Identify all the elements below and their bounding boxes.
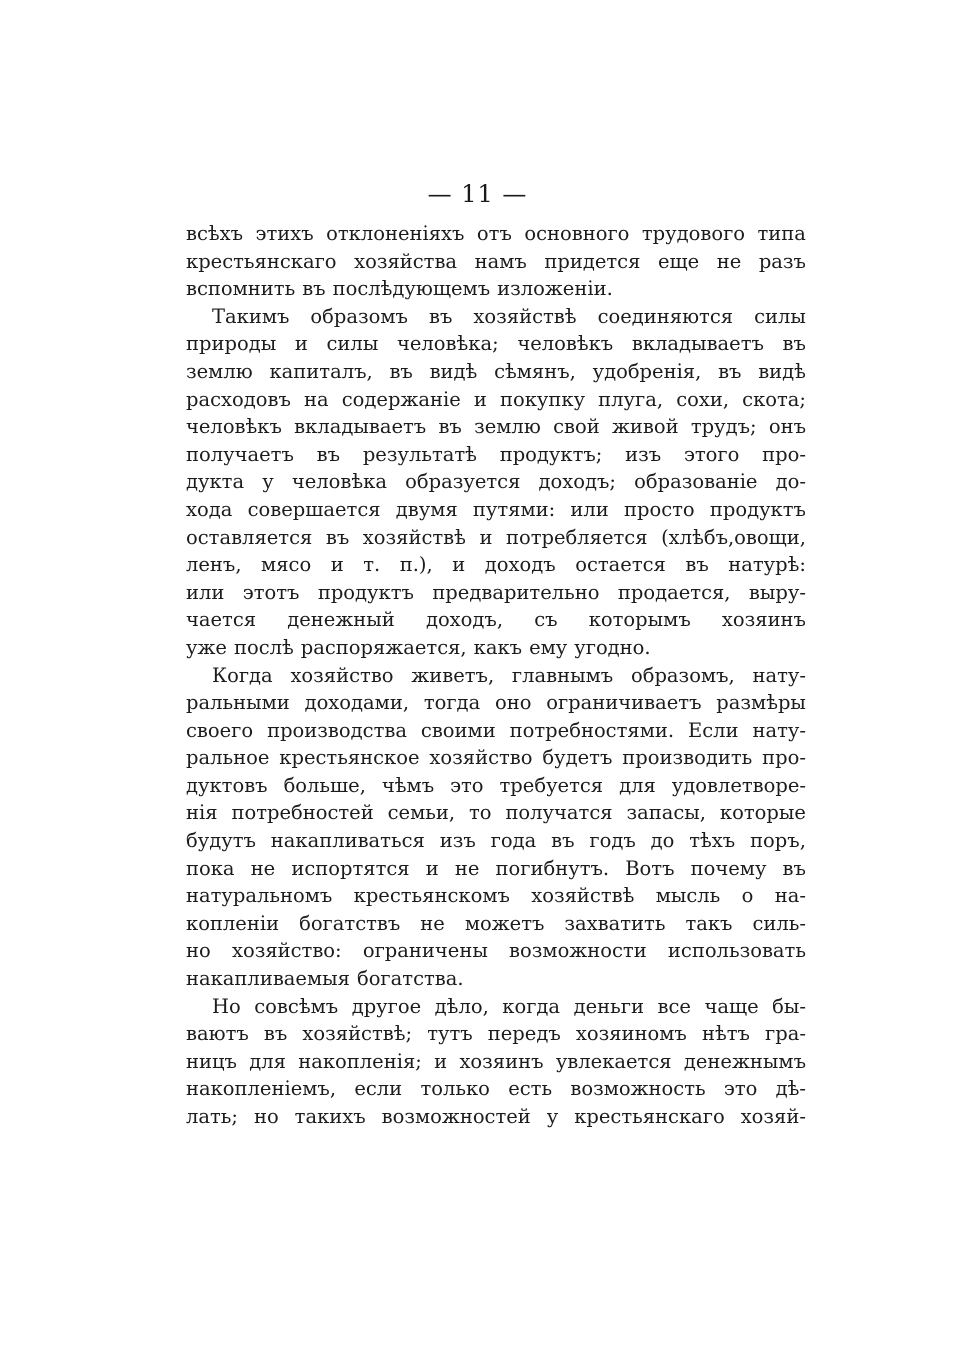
text-line: своего производства своими потребностями. Если нату- [186,718,806,742]
text-line: землю капиталъ, въ видѣ сѣмянъ, удобренія, въ видѣ [186,359,806,383]
text-line: дукта у человѣка образуется доходъ; образованіе до- [186,470,806,494]
text-line: но хозяйство: ограничены возможности использовать [186,939,806,963]
text-line: чается денежный доходъ, съ которымъ хозяинъ [186,608,806,632]
text-line: ваютъ въ хозяйствѣ; тутъ передъ хозяиномъ нѣтъ гра- [186,1022,806,1046]
text-line: ленъ, мясо и т. п.), и доходъ остается въ натурѣ: [186,553,806,577]
text-line: ральное крестьянское хозяйство будетъ производить про- [186,746,806,770]
paragraph-first-line: Но совсѣмъ другое дѣло, когда деньги все чаще бы- [212,994,806,1018]
text-line: человѣкъ вкладываетъ въ землю свой живой трудъ; онъ [186,415,806,439]
text-line: природы и силы человѣка; человѣкъ вкладываетъ въ [186,332,806,356]
text-line: лать; но такихъ возможностей у крестьянскаго хозяй- [186,1105,806,1128]
text-line: натуральномъ крестьянскомъ хозяйствѣ мысль о на- [186,884,806,908]
text-line: ницъ для накопленія; и хозяинъ увлекается денежнымъ [186,1049,806,1073]
text-line: будутъ накапливаться изъ года въ годъ до тѣхъ поръ, [186,829,806,853]
text-line: расходовъ на содержаніе и покупку плуга, сохи, скота; [186,387,806,411]
text-line: уже послѣ распоряжается, какъ ему угодно. [186,635,651,659]
text-line: оставляется въ хозяйствѣ и потребляется (хлѣбъ,овощи, [186,525,806,549]
body-text [186,220,806,1131]
text-line: вспомнить въ послѣдующемъ изложеніи. [186,277,613,301]
text-line: получаетъ въ результатѣ продуктъ; изъ этого про- [186,442,806,466]
paragraph-first-line: Такимъ образомъ въ хозяйствѣ соединяются силы [212,304,806,328]
text-line: нія потребностей семьи, то получатся запасы, которые [186,801,806,825]
text-line: пока не испортятся и не погибнутъ. Вотъ почему въ [186,856,806,880]
text-line: дуктовъ больше, чѣмъ это требуется для удовлетворе- [186,773,806,797]
text-line: накапливаемыя богатства. [186,967,464,991]
text-line: или этотъ продуктъ предварительно продается, выру- [186,580,806,604]
text-line: хода совершается двумя путями: или просто продуктъ [186,497,806,521]
text-line: всѣхъ этихъ отклоненіяхъ отъ основного трудового типа [186,222,806,245]
text-line: ральными доходами, тогда оно ограничиваетъ размѣры [186,691,806,715]
paragraph-first-line: Когда хозяйство живетъ, главнымъ образомъ, нату- [212,663,806,687]
text-line: крестьянскаго хозяйства намъ придется еще не разъ [186,249,806,273]
page-number: — 11 — [427,180,528,208]
text-line: накопленіемъ, если только есть возможность это дѣ- [186,1077,806,1101]
text-line: копленіи богатствъ не можетъ захватить такъ силь- [186,911,806,935]
